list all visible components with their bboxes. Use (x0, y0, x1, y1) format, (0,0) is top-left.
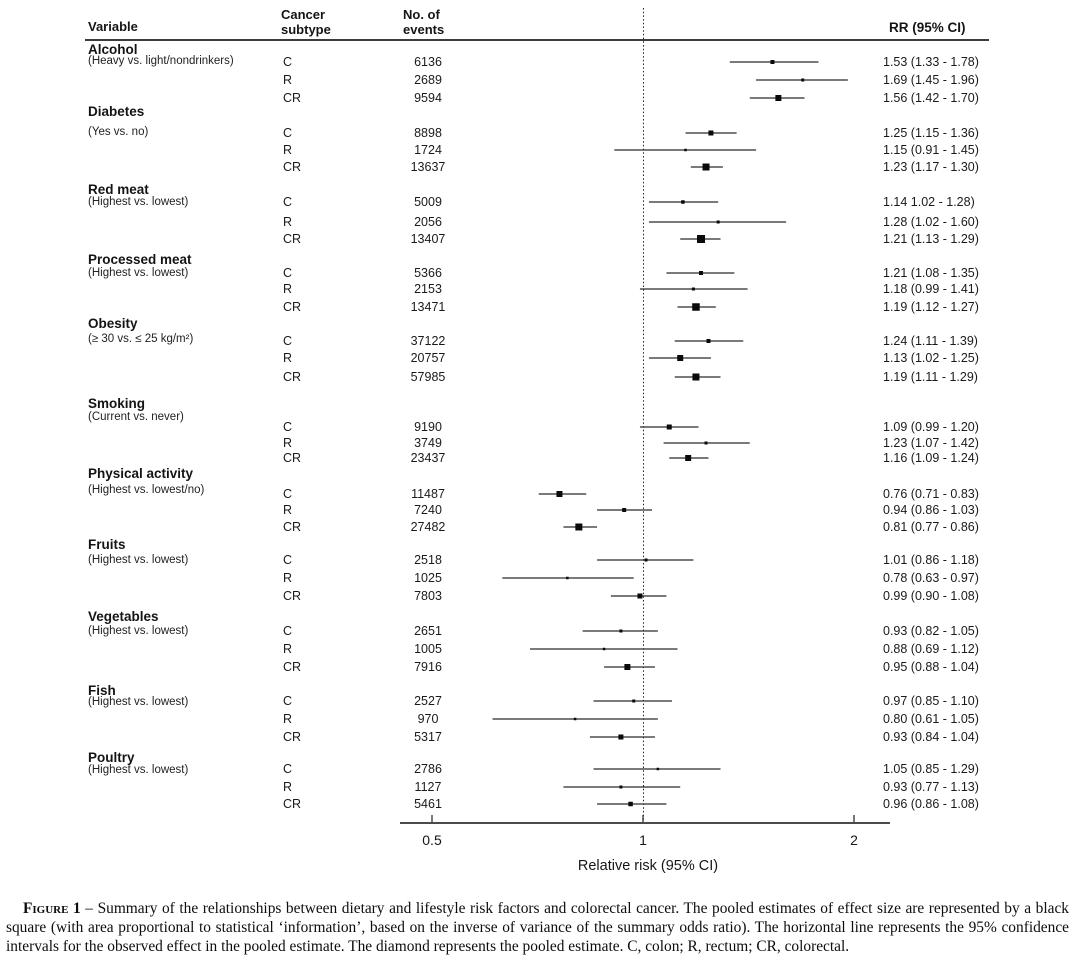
row-rr-ci: 0.99 (0.90 - 1.08) (883, 589, 979, 603)
row-rr-ci: 1.16 (1.09 - 1.24) (883, 451, 979, 465)
x-tick-label-0.5: 0.5 (422, 832, 442, 848)
effect-marker (628, 802, 633, 807)
column-header-events-line1: No. of (403, 7, 440, 22)
row-subtype: CR (283, 300, 302, 314)
column-header-cancer-subtype-line2: subtype (281, 22, 331, 37)
row-subtype: R (283, 571, 293, 585)
group-label: Physical activity (88, 466, 194, 481)
row-rr-ci: 1.01 (0.86 - 1.18) (883, 553, 979, 567)
row-rr-ci: 0.76 (0.71 - 0.83) (883, 487, 979, 501)
group-label: Fish (88, 683, 116, 698)
row-subtype: CR (283, 520, 302, 534)
row-subtype: C (283, 553, 293, 567)
effect-marker (770, 60, 774, 64)
column-header-events-line2: events (403, 22, 445, 37)
row-events: 1127 (414, 780, 442, 794)
effect-marker (684, 149, 687, 152)
row-rr-ci: 0.93 (0.77 - 1.13) (883, 780, 979, 794)
row-rr-ci: 1.56 (1.42 - 1.70) (883, 91, 979, 105)
row-rr-ci: 0.88 (0.69 - 1.12) (883, 642, 979, 656)
effect-marker (705, 442, 708, 445)
row-subtype: R (283, 215, 293, 229)
x-tick-label-2: 2 (850, 832, 858, 848)
row-events: 1025 (414, 571, 442, 585)
row-events: 5461 (414, 797, 442, 811)
row-events: 7803 (414, 589, 442, 603)
row-subtype: C (283, 487, 293, 501)
row-subtype: CR (283, 451, 302, 465)
row-events: 1005 (414, 642, 442, 656)
row-rr-ci: 1.19 (1.11 - 1.29) (883, 370, 978, 384)
group-comparison: (Heavy vs. light/nondrinkers) (88, 55, 234, 67)
row-events: 9594 (414, 91, 442, 105)
row-subtype: CR (283, 232, 302, 246)
row-rr-ci: 1.25 (1.15 - 1.36) (883, 126, 979, 140)
row-subtype: CR (283, 797, 302, 811)
effect-marker (645, 559, 648, 562)
row-events: 9190 (414, 420, 442, 434)
row-subtype: C (283, 126, 293, 140)
row-subtype: R (283, 780, 293, 794)
row-events: 970 (417, 712, 439, 726)
row-rr-ci: 1.28 (1.02 - 1.60) (883, 215, 979, 229)
row-subtype: R (283, 351, 293, 365)
row-rr-ci: 1.23 (1.07 - 1.42) (883, 436, 979, 450)
group-comparison: (Current vs. never) (88, 411, 184, 423)
group-label: Alcohol (88, 42, 138, 57)
effect-marker (703, 164, 710, 171)
effect-marker (637, 594, 642, 599)
row-rr-ci: 1.21 (1.13 - 1.29) (883, 232, 979, 246)
effect-marker (556, 491, 562, 497)
row-rr-ci: 1.24 (1.11 - 1.39) (883, 334, 978, 348)
group-comparison: (Highest vs. lowest) (88, 196, 189, 208)
figure-caption-text: Summary of the relationships between dietary and lifestyle risk factors and colorectal cancer. The pooled estimates of effect size are represented by a black square (with area proportional to statistical ‘information’, based on the inverse of variance of the summary odds ratio). The horizontal line represents the 95% confidence intervals for the observed effect in the pooled estimate. The diamond represents the pooled estimate. C, colon; R, rectum; CR, colorectal. (6, 900, 1069, 955)
column-header-rr: RR (95% CI) (889, 20, 966, 35)
group-comparison: (Highest vs. lowest) (88, 554, 189, 566)
row-subtype: C (283, 624, 293, 638)
row-rr-ci: 1.69 (1.45 - 1.96) (883, 73, 979, 87)
group-comparison: (Highest vs. lowest) (88, 267, 189, 279)
row-events: 1724 (414, 143, 442, 157)
row-events: 2651 (414, 624, 442, 638)
row-subtype: CR (283, 660, 302, 674)
effect-marker (697, 235, 705, 243)
row-subtype: C (283, 420, 293, 434)
effect-marker (624, 664, 630, 670)
effect-marker (566, 577, 569, 580)
row-events: 6136 (414, 55, 442, 69)
row-rr-ci: 1.19 (1.12 - 1.27) (883, 300, 979, 314)
row-subtype: R (283, 73, 293, 87)
row-subtype: R (283, 436, 293, 450)
figure-caption-dash: – (85, 900, 93, 917)
effect-marker (717, 221, 720, 224)
row-rr-ci: 1.14 1.02 - 1.28) (883, 195, 975, 209)
effect-marker (667, 425, 672, 430)
row-rr-ci: 0.93 (0.84 - 1.04) (883, 730, 979, 744)
row-rr-ci: 0.97 (0.85 - 1.10) (883, 694, 979, 708)
effect-marker (692, 374, 699, 381)
effect-marker (681, 200, 685, 204)
row-rr-ci: 0.81 (0.77 - 0.86) (883, 520, 979, 534)
row-rr-ci: 0.96 (0.86 - 1.08) (883, 797, 979, 811)
row-events: 57985 (410, 370, 446, 384)
figure-caption (6, 899, 1069, 956)
row-rr-ci: 0.95 (0.88 - 1.04) (883, 660, 979, 674)
row-events: 5009 (414, 195, 442, 209)
row-subtype: C (283, 266, 293, 280)
row-rr-ci: 0.80 (0.61 - 1.05) (883, 712, 979, 726)
row-subtype: C (283, 334, 293, 348)
row-events: 2527 (414, 694, 442, 708)
row-events: 13637 (410, 160, 446, 174)
group-comparison: (Highest vs. lowest) (88, 696, 189, 708)
row-subtype: R (283, 282, 293, 296)
group-label: Diabetes (88, 104, 145, 119)
row-events: 5366 (414, 266, 442, 280)
row-subtype: R (283, 712, 293, 726)
row-rr-ci: 1.09 (0.99 - 1.20) (883, 420, 979, 434)
effect-marker (685, 455, 691, 461)
group-comparison: (≥ 30 vs. ≤ 25 kg/m²) (88, 333, 194, 345)
row-subtype: CR (283, 91, 302, 105)
row-subtype: CR (283, 589, 302, 603)
effect-marker (706, 339, 710, 343)
effect-marker (775, 95, 781, 101)
row-rr-ci: 1.18 (0.99 - 1.41) (883, 282, 979, 296)
row-subtype: R (283, 642, 293, 656)
effect-marker (677, 355, 683, 361)
effect-marker (618, 735, 623, 740)
group-label: Vegetables (88, 609, 159, 624)
row-rr-ci: 1.53 (1.33 - 1.78) (883, 55, 979, 69)
row-events: 7916 (414, 660, 442, 674)
group-label: Processed meat (88, 252, 192, 267)
effect-marker (699, 271, 703, 275)
row-rr-ci: 1.13 (1.02 - 1.25) (883, 351, 979, 365)
row-rr-ci: 1.15 (0.91 - 1.45) (883, 143, 979, 157)
effect-marker (603, 648, 606, 651)
row-events: 20757 (410, 351, 446, 365)
effect-marker (801, 79, 804, 82)
row-events: 13471 (410, 300, 446, 314)
row-subtype: CR (283, 730, 302, 744)
effect-marker (622, 508, 626, 512)
effect-marker (657, 768, 660, 771)
row-events: 37122 (410, 334, 446, 348)
row-events: 8898 (414, 126, 442, 140)
row-events: 13407 (410, 232, 446, 246)
group-label: Smoking (88, 396, 146, 411)
row-events: 7240 (414, 503, 442, 517)
row-subtype: CR (283, 160, 302, 174)
row-rr-ci: 1.21 (1.08 - 1.35) (883, 266, 979, 280)
row-events: 11487 (411, 487, 445, 501)
row-events: 27482 (410, 520, 446, 534)
row-events: 23437 (410, 451, 446, 465)
effect-marker (692, 288, 695, 291)
column-header-variable: Variable (88, 19, 138, 34)
row-events: 2056 (414, 215, 442, 229)
row-events: 2153 (414, 282, 442, 296)
row-events: 2689 (414, 73, 442, 87)
row-subtype: CR (283, 370, 302, 384)
row-rr-ci: 1.05 (0.85 - 1.29) (883, 762, 979, 776)
x-tick-label-1: 1 (639, 832, 647, 848)
row-rr-ci: 0.93 (0.82 - 1.05) (883, 624, 979, 638)
row-events: 3749 (414, 436, 442, 450)
row-subtype: C (283, 762, 293, 776)
row-subtype: C (283, 694, 293, 708)
row-rr-ci: 0.78 (0.63 - 0.97) (883, 571, 979, 585)
group-comparison: (Highest vs. lowest) (88, 764, 189, 776)
row-subtype: C (283, 195, 293, 209)
row-subtype: R (283, 143, 293, 157)
group-label: Poultry (88, 750, 135, 765)
row-events: 2518 (414, 553, 442, 567)
row-subtype: R (283, 503, 293, 517)
effect-marker (574, 718, 577, 721)
group-label: Red meat (88, 182, 149, 197)
effect-marker (708, 131, 713, 136)
group-comparison: (Yes vs. no) (88, 126, 149, 138)
effect-marker (619, 786, 622, 789)
effect-marker (575, 524, 582, 531)
figure-caption-label: Figure 1 (23, 900, 81, 917)
row-rr-ci: 0.94 (0.86 - 1.03) (883, 503, 979, 517)
column-header-cancer-subtype-line1: Cancer (281, 7, 326, 22)
x-axis-title: Relative risk (95% CI) (577, 858, 719, 874)
row-subtype: C (283, 55, 293, 69)
effect-marker (632, 700, 635, 703)
group-label: Fruits (88, 537, 126, 552)
row-events: 2786 (414, 762, 442, 776)
group-comparison: (Highest vs. lowest/no) (88, 484, 205, 496)
effect-marker (692, 303, 700, 311)
row-events: 5317 (414, 730, 442, 744)
group-comparison: (Highest vs. lowest) (88, 625, 189, 637)
group-label: Obesity (88, 316, 138, 331)
effect-marker (619, 630, 622, 633)
row-rr-ci: 1.23 (1.17 - 1.30) (883, 160, 979, 174)
